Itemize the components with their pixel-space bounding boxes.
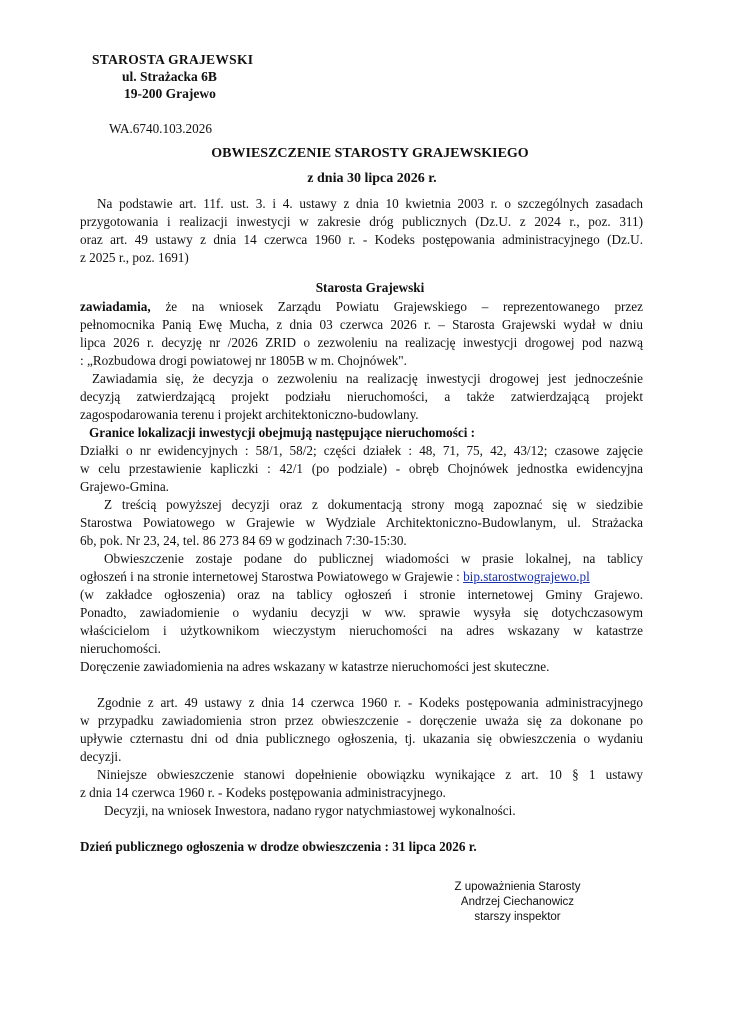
office-street: ul. Strażacka 6B xyxy=(122,69,217,84)
office-name: STAROSTA GRAJEWSKI xyxy=(92,52,254,67)
starosta-heading: Starosta Grajewski xyxy=(315,280,425,295)
scope-line: zagospodarowania terenu i projekt architektoniczno-budowlany. xyxy=(80,407,419,422)
legal-basis-line: oraz art. 49 ustawy z dnia 14 czerwca 1960 r. - Kodeks postępowania administracyjnego (Dz.U. xyxy=(80,232,643,247)
legal-basis-line: Na podstawie art. 11f. ust. 3. i 4. ustawy z dnia 10 kwietnia 2003 r. o szczególnych zasadach xyxy=(97,196,643,211)
signature-name: Andrzej Ciechanowicz xyxy=(460,896,575,908)
parcels-line: w celu przestawienie kapliczki : 42/1 (po podziale) - obręb Chojnówek jednostka ewidencyjna xyxy=(80,461,643,476)
art49-line: decyzji. xyxy=(80,749,122,764)
signature-authorization: Z upoważnienia Starosty xyxy=(454,881,581,893)
bip-link[interactable]: bip.starostwograjewo.pl xyxy=(463,569,590,584)
legal-basis-line: z 2025 r., poz. 1691) xyxy=(80,250,189,265)
page-title: OBWIESZCZENIE STAROSTY GRAJEWSKIEGO xyxy=(211,146,529,161)
parcels-line: Działki o nr ewidencyjnych : 58/1, 58/2; części działek : 48, 71, 75, 42, 43/12; czasowe zajęcie xyxy=(80,443,643,458)
scope-line: decyzją zatwierdzającą projekt podziału nieruchomości, a także zatwierdzającą projekt xyxy=(80,389,643,404)
publication-day: Dzień publicznego ogłoszenia w drodze obwieszczenia : 31 lipca 2026 r. xyxy=(80,839,477,854)
publication-line: nieruchomości. xyxy=(80,641,161,656)
fulfilment-line: z dnia 14 czerwca 1960 r. - Kodeks postępowania administracyjnego. xyxy=(80,785,446,800)
publication-line: (w zakładce ogłoszenia) oraz na tablicy ogłoszeń i stronie internetowej Gminy Grajewo. xyxy=(80,587,643,602)
legal-basis-line: przygotowania i realizacji inwestycji w zakresie dróg publicznych (Dz.U. z 2024 r., poz. 311) xyxy=(80,214,643,229)
publication-line xyxy=(80,568,643,586)
parcels-line: Grajewo-Gmina. xyxy=(80,479,169,494)
publication-line: właścicielom i użytkownikom wieczystym nieruchomości na adres wskazany w katastrze xyxy=(80,623,643,638)
scope-line: Zawiadamia się, że decyzja o zezwoleniu na realizację inwestycji drogowej jest jednocześnie xyxy=(92,371,643,386)
notice-rest: że na wniosek Zarządu Powiatu Grajewskiego – reprezentowanego przez xyxy=(150,299,643,314)
publication-line: Ponadto, zawiadomienie o wydaniu decyzji w ww. sprawie wysyła się dotychczasowym xyxy=(80,605,643,620)
rigor-line: Decyzji, na wniosek Inwestora, nadano rygor natychmiastowej wykonalności. xyxy=(104,803,516,818)
notice-lead: zawiadamia, xyxy=(80,299,151,314)
inspection-line: Z treścią powyższej decyzji oraz z dokumentacją strony mogą zapoznać się w siedzibie xyxy=(104,497,643,512)
publication-text: ogłoszeń i na stronie internetowej Starostwa Powiatowego w Grajewie : xyxy=(80,569,464,584)
signature-block xyxy=(430,880,605,925)
notice-line: lipca 2026 r. decyzję nr /2026 ZRID o zezwoleniu na realizację inwestycji drogowej pod nazwą xyxy=(80,335,643,350)
publication-line: Doręczenie zawiadomienia na adres wskazany w katastrze nieruchomości jest skuteczne. xyxy=(80,659,550,674)
case-number: WA.6740.103.2026 xyxy=(109,121,212,136)
notice-line: : „Rozbudowa drogi powiatowej nr 1805B w m. Chojnówek". xyxy=(80,353,407,368)
office-city: 19-200 Grajewo xyxy=(124,86,216,101)
notice-line xyxy=(80,298,643,316)
notice-line: pełnomocnika Panią Ewę Mucha, z dnia 03 czerwca 2026 r. – Starosta Grajewski wydał w dniu xyxy=(80,317,643,332)
boundaries-heading: Granice lokalizacji inwestycji obejmują następujące nieruchomości : xyxy=(89,425,476,440)
inspection-line: 6b, pok. Nr 23, 24, tel. 86 273 84 69 w godzinach 7:30-15:30. xyxy=(80,533,407,548)
date-line: z dnia 30 lipca 2026 r. xyxy=(307,171,437,186)
fulfilment-line: Niniejsze obwieszczenie stanowi dopełnienie obowiązku wynikające z art. 10 § 1 ustawy xyxy=(97,767,643,782)
art49-line: w przypadku zawiadomienia stron przez obwieszczenie - doręczenie uważa się za dokonane po xyxy=(80,713,643,728)
publication-line: Obwieszczenie zostaje podane do publicznej wiadomości w prasie lokalnej, na tablicy xyxy=(104,551,643,566)
art49-line: Zgodnie z art. 49 ustawy z dnia 14 czerwca 1960 r. - Kodeks postępowania administracyjnego xyxy=(97,695,643,710)
signature-position: starszy inspektor xyxy=(474,911,561,923)
inspection-line: Starostwa Powiatowego w Grajewie w Wydziale Architektoniczno-Budowlanym, ul. Strażacka xyxy=(80,515,643,530)
art49-line: upływie czternastu dni od dnia publicznego ogłoszenia, tj. ukazania się obwieszczenia o wydaniu xyxy=(80,731,643,746)
